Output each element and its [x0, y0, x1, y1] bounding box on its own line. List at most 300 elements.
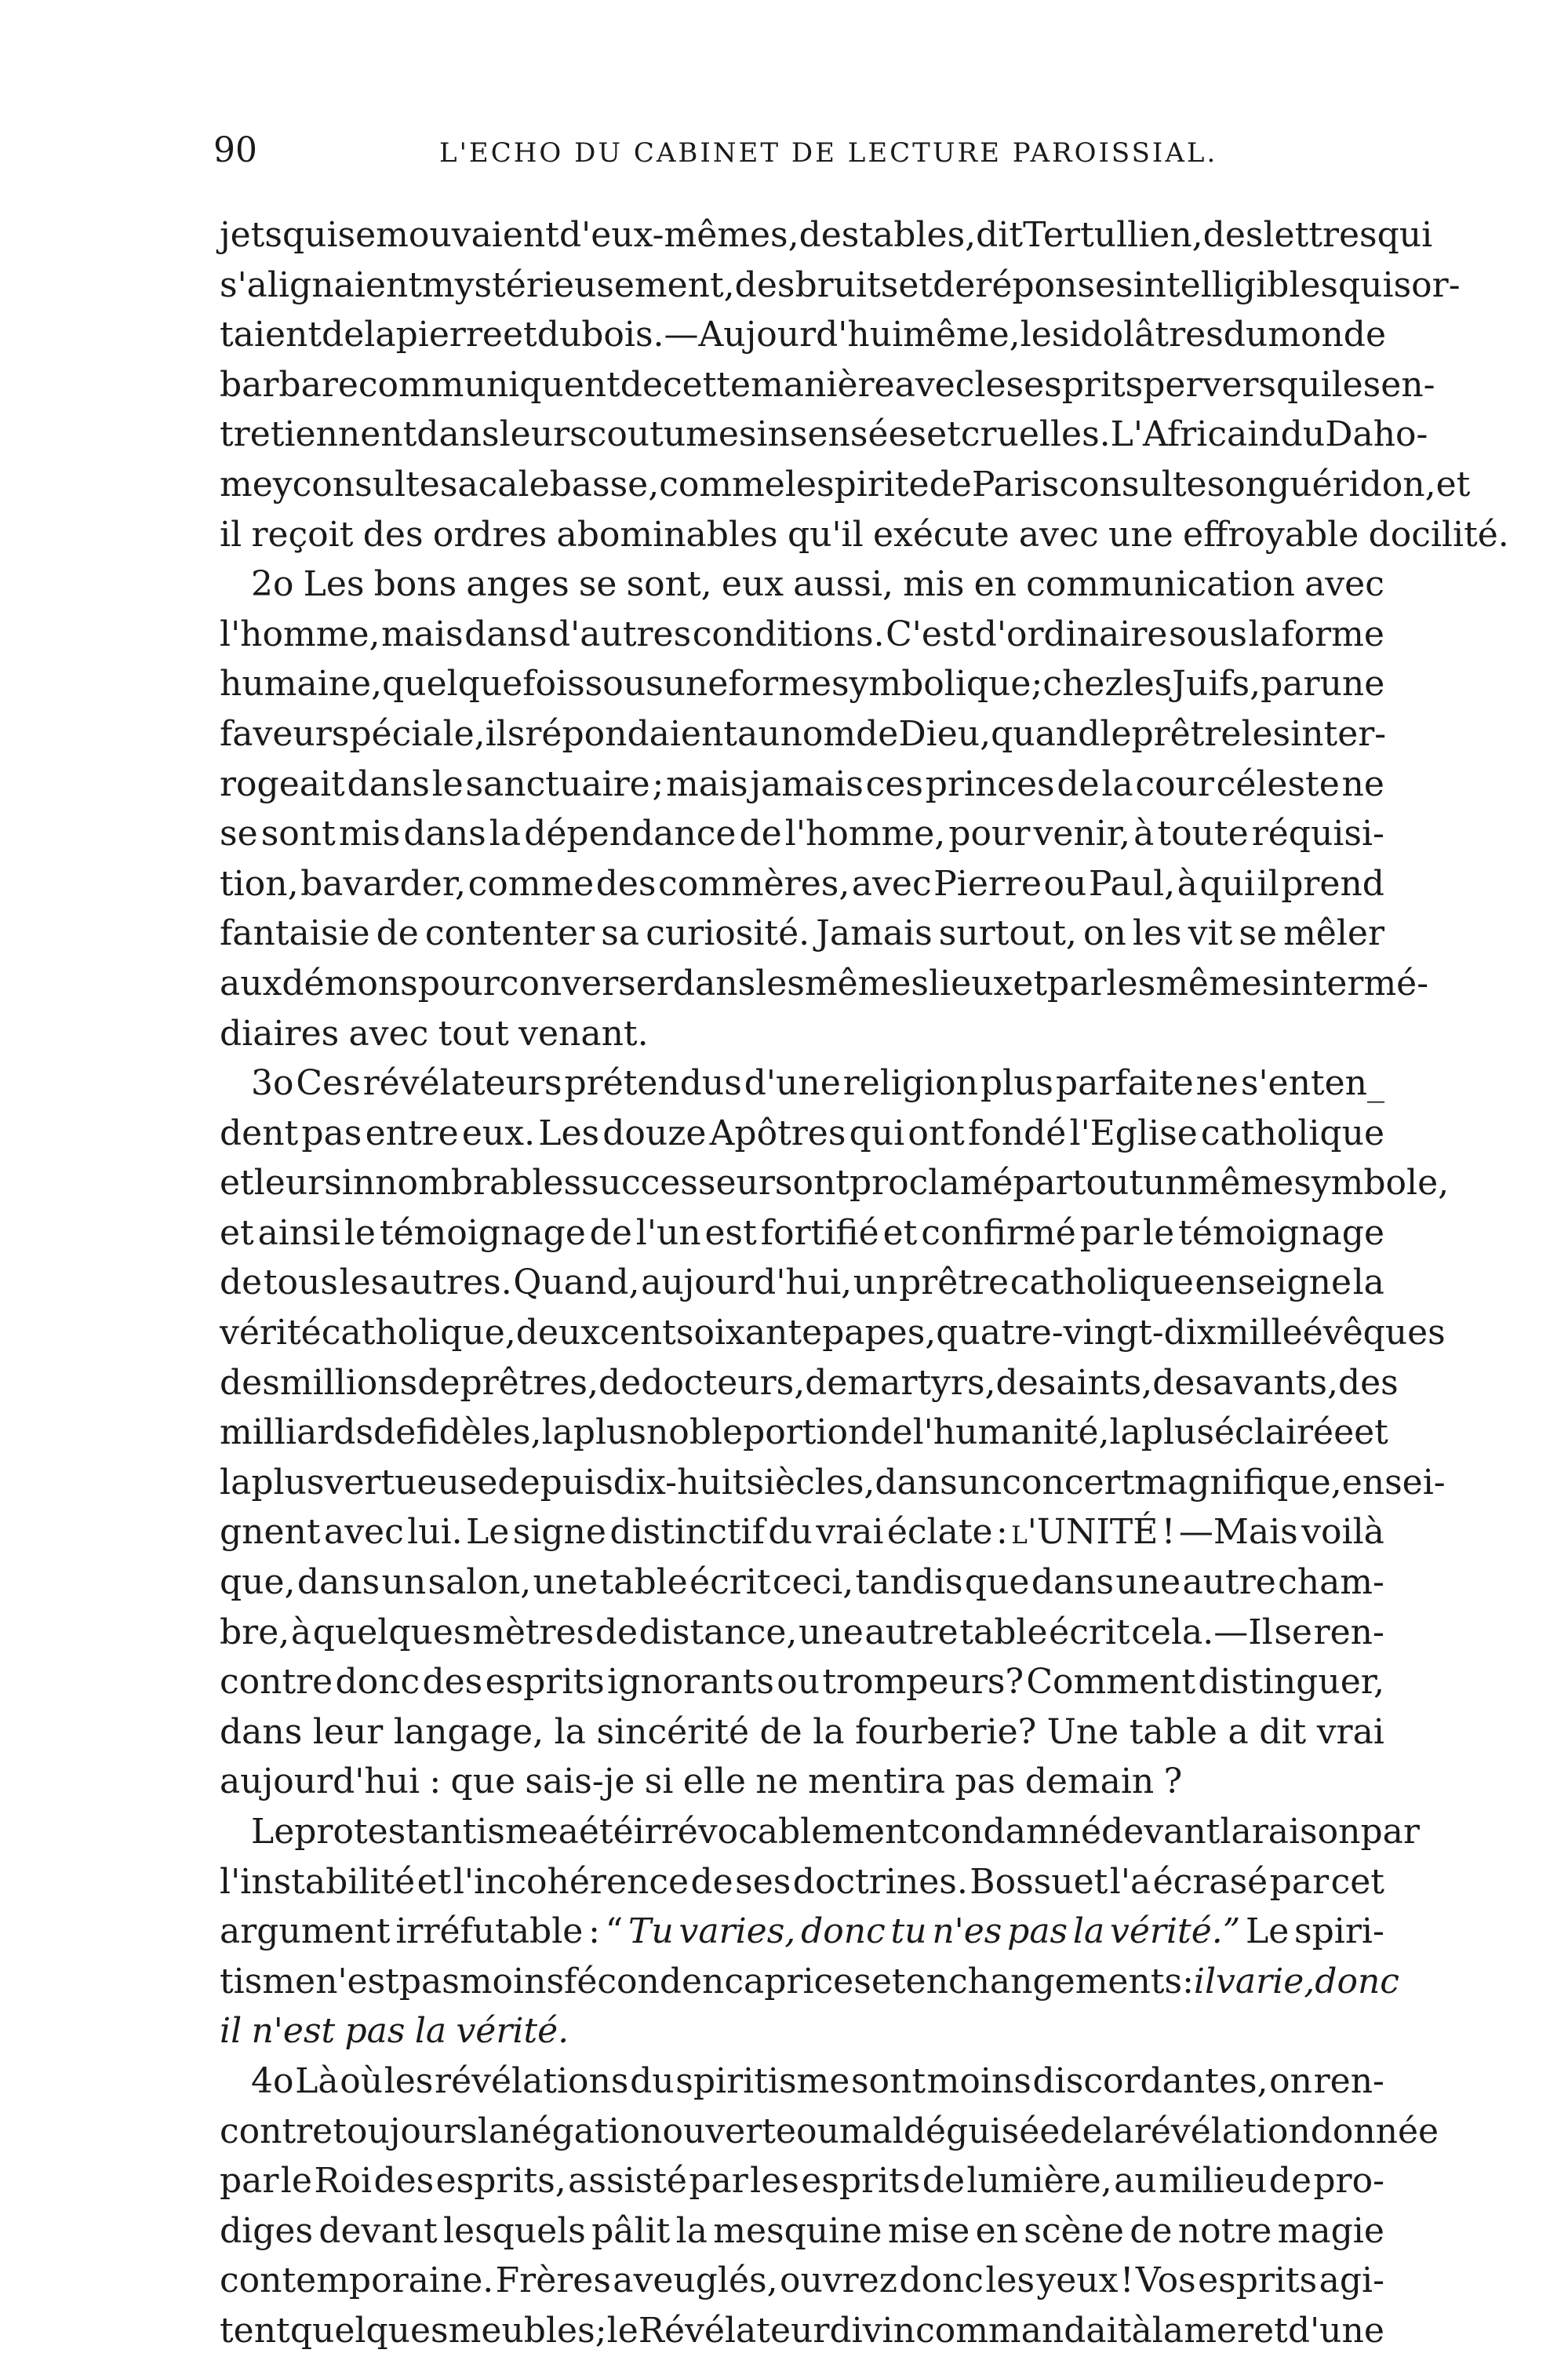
word: forme: [728, 664, 831, 705]
text-line: [220, 2206, 1384, 2257]
word: aujourd'hui,: [641, 1262, 853, 1303]
word: mis: [903, 564, 965, 605]
word: cent: [600, 1313, 676, 1353]
text-line: [220, 2306, 1384, 2356]
word: ignorants: [607, 1662, 774, 1703]
word: la: [477, 2111, 510, 2151]
word: diaires: [220, 1013, 340, 1054]
text-line: [220, 1507, 1384, 1557]
word: la: [813, 1711, 845, 1752]
word: les: [1122, 664, 1173, 705]
word: aussi,: [793, 564, 893, 605]
word: la: [554, 1711, 586, 1752]
word: de: [620, 364, 664, 405]
word: l'UNITÉ: [1011, 1512, 1159, 1553]
word: plus: [980, 1063, 1053, 1104]
text-line: [220, 1657, 1384, 1707]
word: Juifs,: [1172, 664, 1261, 705]
word: Le: [1246, 1911, 1290, 1952]
word: des: [220, 1362, 280, 1403]
body-text: [220, 210, 1509, 2356]
word: se: [578, 564, 617, 605]
word: meubles: [448, 2310, 595, 2351]
word: mentira: [807, 1761, 946, 1802]
word: n'est: [315, 1961, 399, 2002]
word: tout: [438, 1013, 509, 1054]
page-header: [0, 118, 1568, 180]
word: les: [750, 2161, 799, 2202]
word: du: [630, 2060, 675, 2101]
word: moins: [459, 1961, 565, 2002]
word: vit: [1188, 913, 1233, 954]
word: spirite: [816, 464, 930, 505]
word: des: [734, 264, 795, 305]
word: que: [964, 1562, 1030, 1603]
word: millions: [279, 1362, 418, 1403]
word: des: [1202, 215, 1264, 255]
word: la: [220, 1462, 252, 1503]
word: aujourd'hui: [220, 1761, 420, 1802]
word: yeux: [1036, 2260, 1119, 2301]
word: dans: [403, 814, 486, 854]
word: comme: [467, 863, 595, 904]
word: négation: [509, 2111, 663, 2151]
word: moins: [926, 2060, 1031, 2101]
word: prêtres,: [460, 1362, 598, 1403]
word: tretiennent: [220, 414, 417, 455]
word: évêques: [1302, 1313, 1446, 1353]
text-line: [220, 2256, 1384, 2306]
word: au: [737, 713, 780, 754]
text-line: [220, 559, 1384, 610]
word: la: [1101, 763, 1133, 804]
word: au: [1114, 2161, 1157, 2202]
word: ;: [595, 2310, 607, 2351]
word: consulte: [292, 464, 440, 505]
word: éclairée: [1213, 1412, 1355, 1453]
word: sont: [260, 814, 336, 854]
word: argument: [220, 1911, 391, 1952]
word: mey: [220, 464, 293, 505]
word: les: [1020, 315, 1070, 355]
word: manière: [751, 364, 895, 405]
text-line: [220, 809, 1384, 859]
word: devant: [318, 2210, 438, 2251]
word: pro-: [1313, 2161, 1384, 2202]
word: docilité.: [1368, 514, 1509, 555]
word: qui: [1377, 215, 1433, 255]
word: contre: [220, 2111, 333, 2151]
word: de: [690, 1861, 733, 1902]
word: et: [898, 264, 933, 305]
word: insensées: [756, 414, 927, 455]
word: s'enten_: [1240, 1063, 1384, 1104]
word: irrévocablement: [633, 1812, 922, 1852]
word: guéridon,: [1267, 464, 1436, 505]
text-line: [220, 1957, 1399, 2007]
word: “: [605, 1911, 624, 1952]
text-line: [220, 310, 1387, 360]
word: entre: [365, 1113, 459, 1153]
word: Paul,: [1088, 863, 1176, 904]
word: ils: [485, 713, 526, 754]
word: par: [1047, 963, 1107, 1004]
word: mêmes: [1155, 963, 1280, 1004]
word: le: [1100, 713, 1132, 754]
word: :: [429, 1761, 442, 1802]
text-line: [220, 1308, 1446, 1358]
text-line: [220, 1458, 1446, 1508]
word: se: [1274, 1612, 1312, 1652]
word: esprits: [1024, 364, 1144, 405]
word: ;: [652, 763, 664, 804]
word: il: [220, 514, 242, 555]
word: sanctuaire: [465, 763, 650, 804]
word: Jamais: [816, 913, 933, 954]
word: sa: [601, 913, 640, 954]
word: même: [1187, 1163, 1294, 1204]
word: dix-huit: [613, 1462, 747, 1503]
word: une: [799, 1612, 864, 1652]
word: écrasé: [1152, 1861, 1268, 1902]
word: confirmé: [921, 1212, 1076, 1253]
word: cet: [1330, 1861, 1384, 1902]
word: converser: [499, 963, 673, 1004]
word: de: [595, 1612, 638, 1652]
word: monde: [1268, 315, 1387, 355]
word: mis: [338, 814, 401, 854]
word: il: [1257, 863, 1279, 904]
word: venant.: [518, 1013, 649, 1054]
text-line: [220, 610, 1384, 660]
word: ren-: [1313, 2060, 1384, 2101]
word: dépendance: [524, 814, 737, 854]
word: se: [220, 814, 258, 854]
word: par: [689, 2161, 748, 2202]
word: rogeait: [220, 763, 345, 804]
word: quand: [991, 713, 1101, 754]
text-line: [220, 1158, 1450, 1208]
word: avec: [894, 364, 975, 405]
word: les: [1331, 364, 1381, 405]
word: qu'il: [787, 514, 864, 555]
word: ou: [777, 1662, 820, 1703]
word: spéciale,: [331, 713, 486, 754]
text-line: [220, 1358, 1399, 1408]
word: a: [558, 1812, 579, 1852]
word: de: [929, 464, 972, 505]
word: tous: [263, 1262, 338, 1303]
word: témoignage: [379, 1212, 586, 1253]
word: siècles,: [746, 1462, 875, 1503]
word: en: [682, 1961, 725, 2002]
word: vérité: [220, 1313, 322, 1353]
word: n'est: [251, 2011, 336, 2052]
word: la: [364, 315, 396, 355]
word: sous: [1168, 614, 1247, 654]
word: proclamé: [849, 1163, 1013, 1204]
word: bruits: [795, 264, 899, 305]
word: mêmes: [804, 963, 929, 1004]
word: d'une: [744, 1063, 841, 1104]
word: une: [533, 1562, 598, 1603]
word: deux: [515, 1313, 601, 1353]
word: gnent: [220, 1512, 321, 1553]
word: divin: [829, 2310, 915, 2351]
word: d'autres: [548, 614, 692, 654]
word: ?: [1163, 1761, 1183, 1802]
word: humaine,: [220, 664, 383, 705]
word: sont,: [626, 564, 712, 605]
word: dans: [1031, 1562, 1115, 1603]
word: 4o: [251, 2060, 294, 2101]
word: caprices: [724, 1961, 871, 2002]
word: !: [1119, 2260, 1134, 2301]
word: de: [1060, 2111, 1103, 2151]
word: pierre: [395, 315, 503, 355]
word: milliards: [220, 1412, 374, 1453]
word: de: [1130, 2210, 1173, 2251]
word: commandait: [915, 2310, 1132, 2351]
text-line: [220, 1807, 1420, 1857]
word: ordres: [432, 514, 548, 555]
word: les: [1241, 713, 1291, 754]
word: contre: [220, 1662, 333, 1703]
text-line: [220, 210, 1433, 260]
word: des: [1337, 1362, 1399, 1403]
word: nom: [780, 713, 857, 754]
word: spiri-: [1294, 1911, 1384, 1952]
word: il: [220, 2011, 242, 2052]
word: mètres: [472, 1612, 595, 1652]
word: dit: [1259, 1711, 1307, 1752]
word: par: [1360, 1812, 1420, 1852]
word: table: [959, 1612, 1048, 1652]
word: de: [805, 1362, 848, 1403]
word: mer: [1184, 2310, 1253, 2351]
word: Frères: [495, 2260, 611, 2301]
word: été: [578, 1812, 634, 1852]
word: langage,: [393, 1711, 544, 1752]
word: lieux: [928, 963, 1013, 1004]
word: révélation: [1133, 2111, 1311, 2151]
word: et: [1013, 963, 1048, 1004]
word: ou: [795, 2111, 839, 2151]
word: raison: [1251, 1812, 1361, 1852]
word: lesquels: [442, 2210, 586, 2251]
word: mystérieusement,: [421, 264, 735, 305]
word: fourberie?: [855, 1711, 1037, 1752]
word: l'a: [1109, 1861, 1151, 1902]
word: Dieu,: [898, 713, 991, 754]
word: fécond: [564, 1961, 682, 2002]
word: est: [704, 1212, 757, 1253]
word: le: [280, 2161, 312, 2202]
word: de: [417, 1362, 460, 1403]
word: une: [663, 664, 729, 705]
word: les: [1132, 913, 1182, 954]
word: varie,: [1216, 1961, 1315, 2002]
word: soixante: [675, 1313, 823, 1353]
word: ouverte: [662, 2111, 796, 2151]
word: curiosité.: [646, 913, 810, 954]
word: symbole,: [1293, 1163, 1450, 1204]
word: dit: [976, 215, 1024, 255]
word: table: [1129, 1711, 1217, 1752]
word: et: [220, 1163, 254, 1204]
word: qui: [282, 215, 338, 255]
word: et: [882, 1212, 918, 1253]
word: mal: [839, 2111, 904, 2151]
word: sous: [584, 664, 664, 705]
word: la: [1248, 614, 1280, 654]
word: spiritisme: [675, 2060, 850, 2101]
word: reçoit: [251, 514, 354, 555]
word: la: [1220, 1812, 1252, 1852]
word: révélateurs: [362, 1063, 562, 1104]
word: comme: [659, 464, 785, 505]
word: en-: [1381, 364, 1435, 405]
word: :: [1182, 1961, 1194, 2002]
text-line: [220, 410, 1428, 460]
text-line: [220, 1557, 1384, 1608]
word: distance,: [638, 1612, 798, 1652]
word: esprits: [1198, 2260, 1318, 2301]
word: cham-: [1278, 1562, 1384, 1603]
word: martyrs,: [847, 1362, 996, 1403]
word: en: [975, 2210, 1018, 2251]
word: le: [784, 464, 817, 505]
word: réquisi-: [1251, 814, 1384, 854]
word: et: [417, 1861, 452, 1902]
text-line: [220, 1208, 1384, 1259]
word: doctrines.: [792, 1861, 968, 1902]
word: ses: [735, 1861, 791, 1902]
word: par: [1079, 1212, 1140, 1253]
text-line: [220, 709, 1387, 759]
word: et: [502, 315, 537, 355]
word: sa: [439, 464, 478, 505]
word: du: [1280, 414, 1326, 455]
word: les: [1106, 963, 1156, 1004]
word: prétendus: [564, 1063, 742, 1104]
word: fidèles,: [416, 1412, 542, 1453]
word: à: [1131, 2310, 1152, 2351]
word: L'Africain: [1110, 414, 1281, 455]
word: savants,: [1195, 1362, 1338, 1403]
word: d'une: [1287, 2310, 1384, 2351]
word: une: [1319, 664, 1385, 705]
word: enseigne: [1195, 1262, 1352, 1303]
word: les: [755, 963, 805, 1004]
text-line: [220, 759, 1384, 810]
word: d'ordinaire: [974, 614, 1168, 654]
word: leurs: [253, 1163, 342, 1204]
word: esprits: [801, 2161, 921, 2202]
word: successeurs: [581, 1163, 793, 1204]
word: esprits,: [435, 2161, 566, 2202]
text-line: [220, 360, 1435, 410]
text-line: [220, 1109, 1384, 1159]
text-line: [220, 1707, 1384, 1758]
word: barbare: [220, 364, 358, 405]
word: magnifique,: [1134, 1462, 1342, 1503]
word: assisté: [568, 2161, 687, 2202]
word: de: [739, 814, 782, 854]
word: à: [290, 1612, 312, 1652]
word: l'Eglise: [1069, 1113, 1198, 1153]
word: n'es: [932, 1911, 1002, 1952]
word: jets: [220, 215, 282, 255]
word: contenter: [424, 913, 595, 954]
word: les: [985, 2260, 1035, 2301]
word: milieu: [1159, 2161, 1268, 2202]
word: Tu: [628, 1911, 674, 1952]
word: voilà: [1301, 1512, 1384, 1553]
word: Révélateur: [638, 2310, 830, 2351]
word: la: [675, 2210, 708, 2251]
word: coutumes: [587, 414, 757, 455]
word: de: [922, 2161, 965, 2202]
word: saints,: [1038, 1362, 1153, 1403]
word: faveur: [220, 713, 332, 754]
word: anges: [466, 564, 569, 605]
word: symbolique: [831, 664, 1031, 705]
word: cour: [1135, 763, 1214, 804]
word: des: [362, 514, 424, 555]
word: catholique: [1010, 1262, 1194, 1303]
word: écrit: [1049, 1612, 1130, 1652]
page-number: 90: [213, 130, 257, 170]
word: pâlit: [591, 2210, 671, 2251]
word: il: [1193, 1961, 1217, 2002]
word: témoignage: [1178, 1212, 1384, 1253]
word: un: [1143, 1163, 1188, 1204]
word: s'alignaient: [220, 264, 422, 305]
word: protestantisme: [294, 1812, 558, 1852]
word: dans: [464, 614, 548, 654]
word: de: [933, 264, 976, 305]
word: avec: [348, 1013, 429, 1054]
word: donc: [335, 1662, 420, 1703]
word: révélations: [435, 2060, 629, 2101]
word: donc: [801, 1911, 886, 1952]
word: 3o: [251, 1063, 294, 1104]
word: vrai: [816, 1512, 884, 1553]
word: tandis: [855, 1562, 963, 1603]
word: pas: [955, 1761, 1016, 1802]
word: des: [595, 863, 657, 904]
word: contemporaine.: [220, 2260, 494, 2301]
word: une: [1115, 1562, 1181, 1603]
word: autres.: [389, 1262, 512, 1303]
word: Le: [251, 1812, 295, 1852]
text-line: [220, 1009, 1384, 1059]
word: Les: [303, 564, 365, 605]
word: de: [856, 713, 899, 754]
word: à: [1177, 863, 1198, 904]
word: de: [759, 1711, 802, 1752]
word: l'incohérence: [453, 1861, 689, 1902]
word: du: [1223, 315, 1268, 355]
word: l'instabilité: [220, 1861, 416, 1902]
word: distinguer,: [1198, 1662, 1384, 1703]
word: fortifié: [760, 1212, 879, 1253]
word: eux: [721, 564, 784, 605]
word: démons: [282, 963, 418, 1004]
word: avec: [323, 1512, 404, 1553]
word: dent: [220, 1113, 299, 1153]
